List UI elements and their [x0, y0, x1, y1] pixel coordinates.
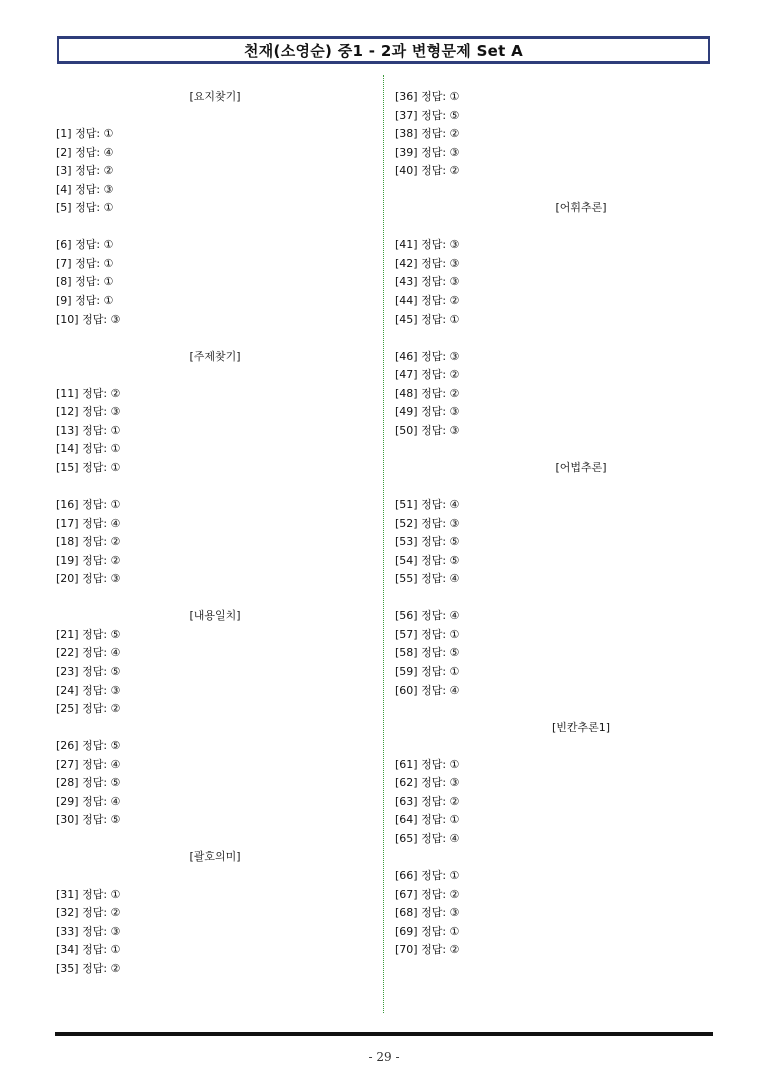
spacer — [395, 477, 710, 496]
answer-line: [24] 정답: ③ — [56, 683, 121, 697]
answer-line: [29] 정답: ④ — [56, 794, 121, 808]
spacer — [395, 329, 710, 348]
spacer — [395, 848, 710, 867]
page-number: - 29 - — [368, 1050, 400, 1064]
answer-line: [68] 정답: ③ — [395, 906, 460, 920]
answer-line: [7] 정답: ① — [56, 256, 114, 270]
answer-column-right — [395, 88, 710, 960]
answer-line: [52] 정답: ③ — [395, 516, 460, 530]
answer-line: [66] 정답: ① — [395, 868, 460, 882]
answer-line: [5] 정답: ① — [56, 201, 114, 215]
answer-line: [46] 정답: ③ — [395, 349, 460, 363]
answer-line: [41] 정답: ③ — [395, 238, 460, 252]
spacer — [56, 477, 366, 496]
answer-line: [45] 정답: ① — [395, 312, 460, 326]
answer-line: [25] 정답: ② — [56, 702, 121, 716]
section-heading: [어휘추론] — [555, 201, 607, 215]
answer-line: [64] 정답: ① — [395, 813, 460, 827]
answer-line: [63] 정답: ② — [395, 794, 460, 808]
answer-line: [51] 정답: ④ — [395, 498, 460, 512]
answer-line: [6] 정답: ① — [56, 238, 114, 252]
answer-line: [55] 정답: ④ — [395, 572, 460, 586]
answer-line: [4] 정답: ③ — [56, 182, 114, 196]
spacer — [56, 719, 366, 738]
section-heading: [빈칸추론1] — [551, 720, 611, 734]
answer-line: [67] 정답: ② — [395, 887, 460, 901]
spacer — [395, 700, 710, 719]
answer-line: [60] 정답: ④ — [395, 683, 460, 697]
answer-line: [47] 정답: ② — [395, 368, 460, 382]
answer-line: [36] 정답: ① — [395, 90, 460, 103]
answer-line: [69] 정답: ① — [395, 924, 460, 938]
answer-line: [28] 정답: ⑤ — [56, 776, 121, 790]
answer-line: [54] 정답: ⑤ — [395, 553, 460, 567]
answer-line: [61] 정답: ① — [395, 757, 460, 771]
section-heading: [요지찾기] — [189, 90, 241, 103]
answer-line: [23] 정답: ⑤ — [56, 664, 121, 678]
answer-line: [11] 정답: ② — [56, 386, 121, 400]
answer-line: [59] 정답: ① — [395, 664, 460, 678]
answer-line: [50] 정답: ③ — [395, 423, 460, 437]
answer-line: [62] 정답: ③ — [395, 776, 460, 790]
answer-line: [9] 정답: ① — [56, 294, 114, 308]
answer-line: [12] 정답: ③ — [56, 405, 121, 419]
spacer — [56, 218, 366, 237]
answer-line: [57] 정답: ① — [395, 627, 460, 641]
answer-line: [31] 정답: ① — [56, 887, 121, 901]
answer-line: [8] 정답: ① — [56, 275, 114, 289]
answer-line: [48] 정답: ② — [395, 386, 460, 400]
spacer — [56, 830, 366, 849]
answer-line: [39] 정답: ③ — [395, 145, 460, 159]
answer-line: [49] 정답: ③ — [395, 405, 460, 419]
answer-line: [27] 정답: ④ — [56, 757, 121, 771]
spacer — [395, 589, 710, 608]
answer-line: [37] 정답: ⑤ — [395, 108, 460, 122]
spacer — [56, 329, 366, 348]
answer-line: [38] 정답: ② — [395, 127, 460, 141]
answer-line: [10] 정답: ③ — [56, 312, 121, 326]
answer-line: [14] 정답: ① — [56, 442, 121, 456]
answer-line: [18] 정답: ② — [56, 535, 121, 549]
answer-line: [40] 정답: ② — [395, 164, 460, 178]
spacer — [395, 440, 710, 459]
answer-line: [44] 정답: ② — [395, 294, 460, 308]
spacer — [395, 218, 710, 237]
spacer — [395, 737, 710, 756]
answer-line: [33] 정답: ③ — [56, 924, 121, 938]
answer-line: [26] 정답: ⑤ — [56, 739, 121, 753]
answer-line: [15] 정답: ① — [56, 460, 121, 474]
answer-line: [56] 정답: ④ — [395, 609, 460, 623]
answer-line: [65] 정답: ④ — [395, 831, 460, 845]
spacer — [56, 366, 366, 385]
section-heading: [어법추론] — [555, 460, 607, 474]
answer-line: [19] 정답: ② — [56, 553, 121, 567]
answer-line: [34] 정답: ① — [56, 943, 121, 957]
spacer — [56, 107, 366, 126]
answer-line: [21] 정답: ⑤ — [56, 627, 121, 641]
answer-line: [42] 정답: ③ — [395, 256, 460, 270]
answer-line: [43] 정답: ③ — [395, 275, 460, 289]
answer-line: [20] 정답: ③ — [56, 572, 121, 586]
answer-line: [53] 정답: ⑤ — [395, 535, 460, 549]
answer-line: [3] 정답: ② — [56, 164, 114, 178]
answer-line: [70] 정답: ② — [395, 943, 460, 957]
spacer — [56, 867, 366, 886]
answer-line: [58] 정답: ⑤ — [395, 646, 460, 660]
answer-line: [17] 정답: ④ — [56, 516, 121, 530]
answer-line: [32] 정답: ② — [56, 906, 121, 920]
section-heading: [주제찾기] — [189, 349, 241, 363]
answer-line: [13] 정답: ① — [56, 423, 121, 437]
spacer — [395, 181, 710, 200]
answer-line: [2] 정답: ④ — [56, 145, 114, 159]
section-heading: [괄호의미] — [189, 850, 241, 864]
answer-line: [16] 정답: ① — [56, 498, 121, 512]
answer-line: [22] 정답: ④ — [56, 646, 121, 660]
answer-line: [35] 정답: ② — [56, 961, 121, 975]
bottom-rule — [55, 1032, 713, 1036]
answer-column-left — [56, 88, 366, 978]
page-title: 천재(소영순) 중1 - 2과 변형문제 Set A — [57, 36, 710, 64]
answer-line: [30] 정답: ⑤ — [56, 813, 121, 827]
answer-line: [1] 정답: ① — [56, 127, 114, 141]
spacer — [56, 589, 366, 608]
column-divider — [383, 75, 384, 1013]
section-heading: [내용일치] — [189, 609, 241, 623]
